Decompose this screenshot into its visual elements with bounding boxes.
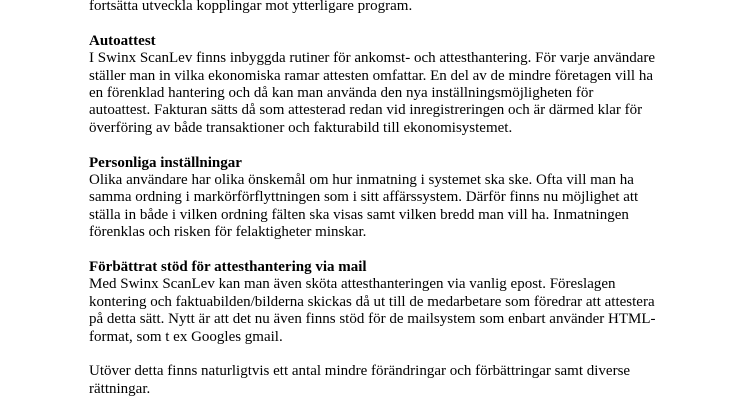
section-heading: Autoattest — [89, 32, 156, 49]
body-line: Utöver detta finns naturligtvis ett antal mindre förändringar och förbättringar samt diverse — [89, 363, 631, 380]
body-line: på detta sätt. Nytt är att det nu även finns stöd för de mailsystem som enbart använder HTML- — [89, 311, 656, 328]
body-line: förenklas och risken för felaktigheter minskar. — [89, 224, 367, 241]
body-line: autoattest. Fakturan sätts då som attesterad redan vid inregistreringen och är därmed klar för — [89, 102, 643, 119]
intro-line: fortsätta utveckla kopplingar mot ytterligare program. — [89, 0, 413, 14]
section-heading: Personliga inställningar — [89, 154, 242, 171]
body-line: rättningar. — [89, 380, 151, 397]
body-line: ställa in både i vilken ordning fälten ska visas samt vilken bredd man vill ha. Inmatningen — [89, 206, 629, 223]
section-heading: Förbättrat stöd för attesthantering via mail — [89, 259, 367, 276]
body-line: överföring av både transaktioner och fakturabild till ekonomisystemet. — [89, 119, 513, 136]
section-body — [89, 172, 689, 242]
body-line: kontering och faktuabilden/bilderna skickas då ut till de medarbetare som föredrar att attestera — [89, 293, 655, 310]
body-line: Med Swinx ScanLev kan man även sköta attesthanteringen via vanlig epost. Föreslagen — [89, 276, 616, 293]
body-line: samma ordning i markörförflyttningen som i sitt affärssystem. Därför finns nu möjlighet att — [89, 189, 639, 206]
document-page — [89, 0, 689, 398]
closing-paragraph — [89, 363, 689, 398]
section-autoattest — [89, 33, 689, 137]
section-body — [89, 276, 689, 346]
body-line: ställer man in vilka ekonomiska ramar attesten omfattar. En del av de mindre företagen vill ha — [89, 67, 653, 84]
section-body — [89, 50, 689, 137]
body-line: Olika användare har olika önskemål om hur inmatning i systemet ska ske. Ofta vill man ha — [89, 172, 634, 189]
section-personal-settings — [89, 155, 689, 242]
body-line: en förenklad hantering och då kan man använda den nya inställningsmöjligheten för — [89, 85, 594, 102]
body-line: I Swinx ScanLev finns inbyggda rutiner för ankomst- och attesthantering. För varje användare — [89, 50, 656, 67]
section-closing — [89, 363, 689, 398]
intro-paragraph — [89, 0, 689, 15]
body-line: format, som t ex Googles gmail. — [89, 328, 283, 345]
section-mail-attest — [89, 259, 689, 346]
